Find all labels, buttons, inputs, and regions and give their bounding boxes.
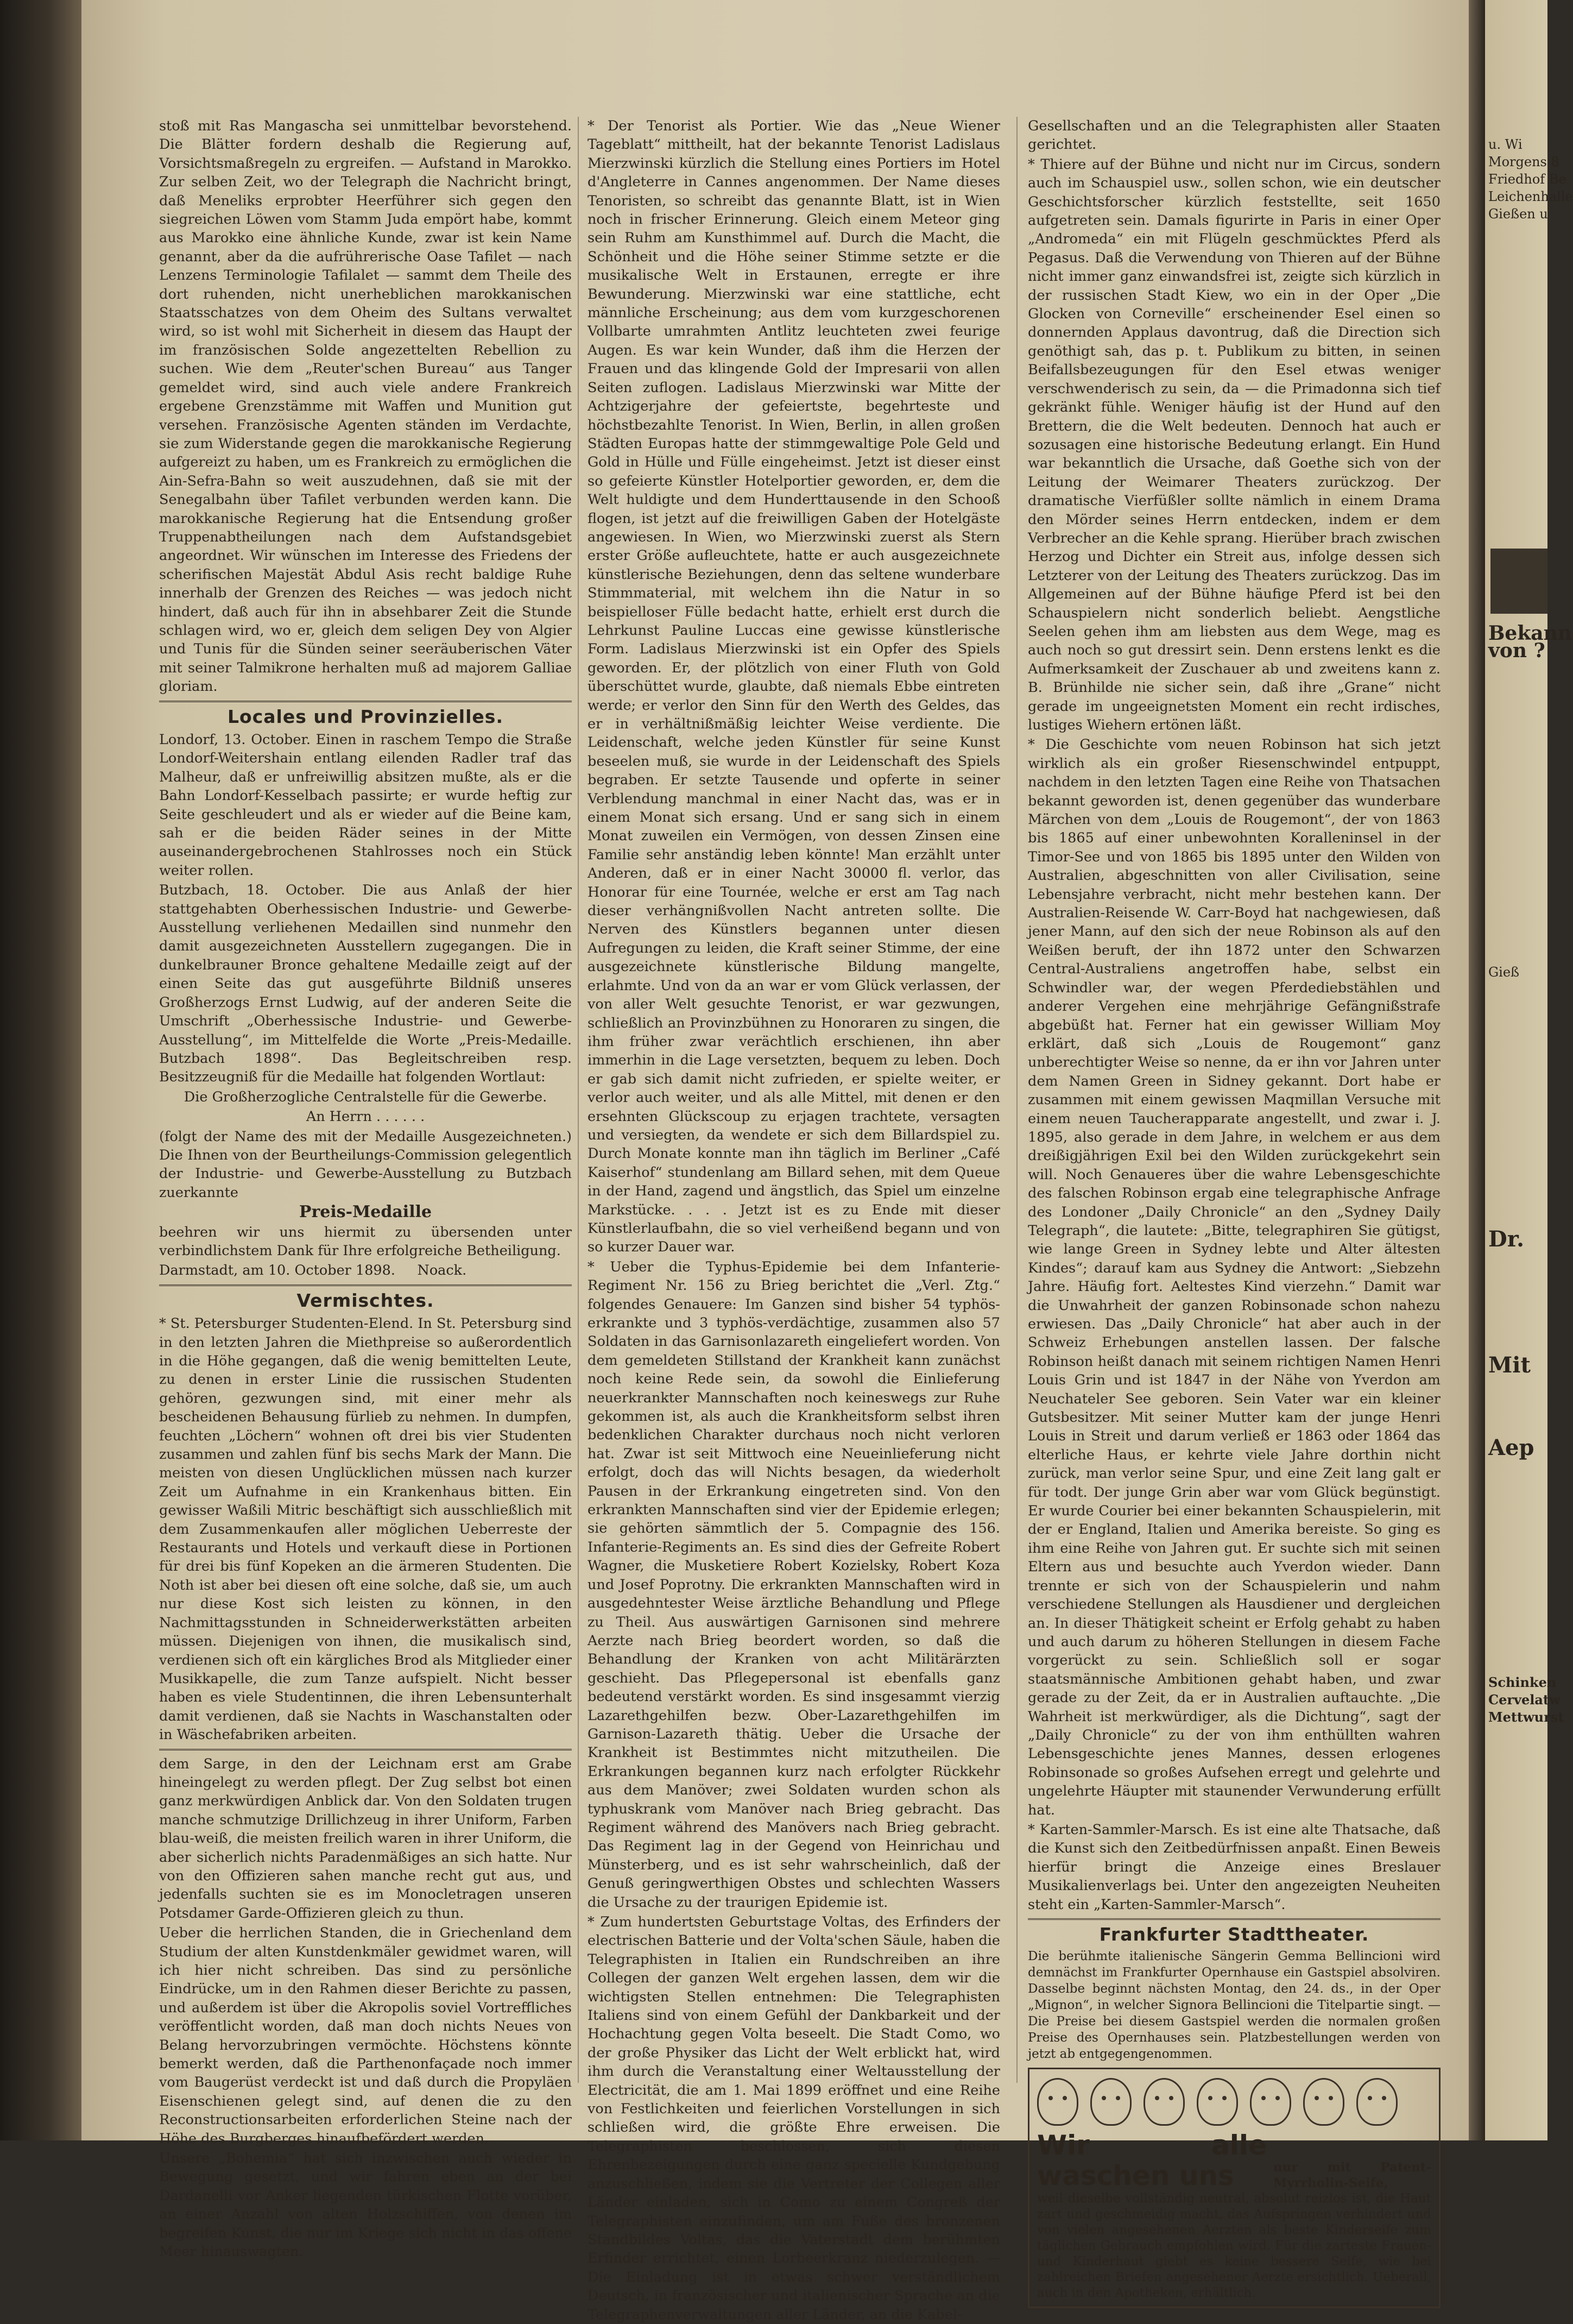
letter-text: (folgt der Name des mit der Medaille Ausgezeichneten.) Die Ihnen von der Beurtheilungs-Commission gelegentlich der Industrie- und Gewerbe-Ausstellung zu Butzbach zuerkannte [159, 1128, 572, 1201]
article-text: Unsere „Bohemia“ hat sich inzwischen auch wieder in Bewegung gesetzt, und wir fahren eben an der bei Dardanelli vor Anker liegenden türkischen Flotte vorüber, an einer Anzahl von alten Holzschiffen, von denen im begreifen Kunst, die nur im Kriege sich nicht in das offene Meer hinauswagten. [159, 2150, 572, 2260]
article-text: * Die Geschichte vom neuen Robinson hat sich jetzt wirklich als ein großer Riesenschwindel entpuppt, nachdem in den letzten Tagen eine Reihe von Thatsachen bekannt geworden ist, denen gegenüber das wunderbare Märchen von dem „Louis de Rougemont“, der von 1863 bis 1865 auf einer unbewohnten Koralleninsel in der Timor-See und von 1865 bis 1895 unter den Wilden von Australien, abgeschnitten von aller Civilisation, seine Lebensjahre verbracht, nicht mehr bestehen kann. Der Australien-Reisende W. Carr-Boyd hat nachgewiesen, daß jener Mann, auf den sich der neue Robinson als auf den Weißen beruft, der ihn 1872 unter den Schwarzen Central-Australiens angetroffen habe, selbst ein Schwindler war, der wegen Pferdediebstählen und anderer Vergehen eine mehrjährige Gefängnißstrafe abgebüßt hat. Ferner hat ein gewisser William Moy erklärt, daß sich „Louis de Rougemont“ ganz unberechtigter Weise so nenne, da er ihn vor Jahren unter dem Namen Green in Sidney gekannt. Dort habe er zusammen mit einem gewissen Maqmillan Versuche mit einem neuen Taucherapparate angestellt, und zwar i. J. 1895, also gerade in dem Jahre, in welchem er aus dem dreißigjährigen Exil bei den Wilden zurückgekehrt sein will. Noch Genaueres über die wahre Lebensgeschichte des falschen Robinson ergab eine telegraphische Anfrage des Londoner „Daily Chronicle“ an den „Sydney Daily Telegraph“, die lautete: „Bitte, telegraphiren Sie gütigst, wie lange Green in Sydney lebte und Alter ältesten Kindes“; darauf kam aus Sydney die Antwort: „Siebzehn Jahre. Häufig fort. Aeltestes Kind vierzehn.“ Damit war die Unwahrheit der ganzen Robinsonade schon nahezu erwiesen. Das „Daily Chronicle“ hat aber auch in der Schweiz Erhebungen anstellen lassen. Der falsche Robinson heißt danach mit seinem richtigen Namen Henri Louis Grin und ist 1847 in der Nähe von Yverdon am Neuchateler See geboren. Sein Vater war ein kleiner Gutsbesitzer. Mit seiner Mutter kam der junge Henri Louis in Streit und darum verließ er 1863 oder 1864 das elterliche Haus, er kehrte viele Jahre dorthin nicht zurück, man verlor seine Spur, und eine Zeit lang galt er für todt. Der junge Grin aber war vom Glück begünstigt. Er wurde Courier bei einer bekannten Schauspielerin, mit der er England, Italien und Amerika bereiste. So ging es ihm eine Reihe von Jahren gut. Er suchte sich mit seinen Eltern aus und besuchte auch Yverdon wieder. Dann trennte er sich von der Schauspielerin und nahm verschiedene Stellungen als Hausdiener und dergleichen an. In dieser Thätigkeit scheint er Erfolg gehabt zu haben und auch darum zu höheren Stellungen in diesem Fache vorgerückt zu sein. Schließlich soll er sogar staatsmännische Ambitionen gehabt haben, und zwar gerade zu der Zeit, da er in Australien auftauchte. „Die Wahrheit ist merkwürdiger, als die Dichtung“, sagt der „Daily Chronicle“ zu der von ihm enthüllten wahren Lebensgeschichte jenes Mannes, dessen erlogenes Robinsonade so großes Aufsehen erregt und gelehrte und ungelehrte Häupter mit staunender Verwunderung erfüllt hat. [1028, 736, 1441, 1818]
child-face-icon [1197, 2078, 1238, 2126]
child-face-icon [1356, 2078, 1398, 2126]
letter-text: An Herrn . . . . . . [306, 1109, 425, 1125]
child-face-icon [1303, 2078, 1344, 2126]
child-face-icon [1090, 2078, 1132, 2126]
book-gutter [1469, 0, 1485, 2140]
section-heading: Vermischtes. [296, 1289, 434, 1311]
column-3 [1028, 117, 1441, 2301]
fragment-text: Gießen u [1488, 206, 1548, 222]
fragment-text: Leichenhalle [1488, 189, 1573, 204]
child-face-icon [1250, 2078, 1291, 2126]
article-text: * Der Tenorist als Portier. Wie das „Neue Wiener Tageblatt“ mittheilt, hat der bekannte Tenorist Ladislaus Mierzwinski kürzlich die Stellung eines Portiers im Hotel d'Angleterre in Cannes angenommen. Der Name dieses Tenoristen, so schreibt das genannte Blatt, ist in Wien noch in frischer Erinnerung. Gleich einem Meteor ging sein Ruhm am Kunsthimmel auf. Durch die Macht, die Schönheit und die Höhe seiner Stimme setzte er die musikalische Welt in Erstaunen, erregte er ihre Bewunderung. Mierzwinski war eine stattliche, echt männliche Erscheinung; aus dem vom kurzgeschorenen Vollbarte umrahmten Antlitz leuchteten zwei feurige Augen. Es war kein Wunder, daß ihm die Herzen der Frauen und das klingende Gold der Impresarii von allen Seiten zuflogen. Ladislaus Mierzwinski war Mitte der Achtzigerjahre der gefeiertste, begehrteste und höchstbezahlte Tenorist. In Wien, Berlin, in allen großen Städten Europas hatte der stimmgewaltige Pole Geld und Gold in Hülle und Fülle eingeheimst. Jetzt ist dieser einst so gefeierte Künstler Hotelportier geworden, er, dem die Welt huldigte und dem Hunderttausende in den Schooß flogen, ist jetzt auf die freiwilligen Gaben der Hotelgäste angewiesen. In Wien, wo Mierzwinski zuerst als Stern erster Größe aufleuchtete, hatte er auch ausgezeichnete künstlerische Beziehungen, denn das seltene wunderbare Stimmmaterial, mit welchem ihn die Natur in so beispielloser Fülle bedacht hatte, erhielt erst durch die Lehrkunst Pauline Luccas eine gewisse künstlerische Form. Ladislaus Mierzwinski ist ein Opfer des Spiels geworden. Er, der plötzlich von einer Fluth von Gold überschüttet wurde, glaubte, daß niemals Ebbe eintreten werde; er verlor den Sinn für den Werth des Geldes, das er in verhältnißmäßig leichter Weise verdiente. Die Leidenschaft, welche jeden Künstler für seine Kunst beseelen muß, sie wurde in der Leidenschaft des Spiels begraben. Er setzte Tausende und opferte in seiner Verblendung manchmal in einer Nacht das, was er in einem Monat sich ersang. Und er sang sich in einem Monat zuweilen ein Vermögen, von dessen Zinsen eine Familie sehr anständig leben könnte! Man erzählt unter Anderen, daß er in einer Nacht 30000 fl. verlor, das Honorar für eine Tournée, welche er erst am Tag nach dieser verhängnißvollen Nacht antreten sollte. Die Nerven des Künstlers begannen unter diesen Aufregungen zu leiden, die Kraft seiner Stimme, der eine ausgezeichnete künstlerische Bildung mangelte, erlahmte. Und von da an war er vom Glück verlassen, der von aller Welt gesuchte Tenorist, er war gezwungen, schließlich an Provinzbühnen zu Honoraren zu singen, die ihm früher zwar verächtlich erschienen, ihn aber immerhin in die Lage versetzten, bequem zu leben. Doch er gab sich damit nicht zufrieden, er spielte weiter, er verlor auch weiter, und als alle Mittel, mit denen er den ersehnten Glückscoup zu erjagen trachtete, versagten und versiegten, da wendete er sich dem Billardspiel zu. Durch Monate konnte man ihn täglich im Berliner „Café Kaiserhof“ stundenlang am Billard sehen, mit dem Queue in der Hand, zagend und ängstlich, das Spiel um einzelne Markstücke. . . . Jetzt ist es zu Ende mit dieser Künstlerlaufbahn, die so viel verheißend begann und von so kurzer Dauer war. [587, 118, 1000, 1256]
theater-heading: Frankfurter Stadttheater. [1099, 1924, 1369, 1945]
article-text: * Karten-Sammler-Marsch. Es ist eine alte Thatsache, daß die Kunst sich den Zeitbedürfnissen anpaßt. Einen Beweis hierfür bringt die Anzeige eines Breslauer Musikalienverlags bei. Unter den angezeigten Neuheiten steht ein „Karten-Sammler-Marsch“. [1028, 1821, 1441, 1913]
column-2 [587, 117, 1000, 2323]
ad-headline: Wir alle waschen uns [1037, 2130, 1267, 2192]
section-divider [159, 1284, 572, 1286]
article-text: * Zum hundertsten Geburtstage Voltas, des Erfinders der electrischen Batterie und der Volta'schen Säule, haben die Telegraphisten in Italien ein Rundschreiben an ihre Collegen der ganzen Welt ergehen lassen, dem wir die wichtigsten Stellen entnehmen: Die Telegraphisten Italiens sind von einem Gefühl der Dankbarkeit und der Hochachtung gegen Volta beseelt. Die Stadt Como, wo der große Physiker das Licht der Welt erblickt hat, wird ihm durch die Veranstaltung einer Weltausstellung der Electricität, die am 1. Mai 1899 eröffnet und eine Reihe von Festlichkeiten und feierlichen Vorstellungen in sich schließen wird, die größte Ehre erweisen. Die Telegraphisten beschlossen, sich diesen Ehrenbezeigungen durch eine ganz specielle Kundgebung anzuschließen, indem sie die Vertreter der Collegen aller Länder einladen, sich in Como zu einem Congreß der Telegraphisten einzufinden, um am Fuße des bronzenen Standbildes Voltas, das die Vaterstadt dem berühmten Erfinder errichtet, einen Lorbeerkranz niederzulegen. — Die Einladung ist in etwas schwer verständlichem Deutsch, in französischer und italienischer Sprache an die Telegraphenverwaltungen aller Länder, an die Kabel- [587, 1914, 1000, 2323]
fragment-heading: Aep [1488, 1435, 1534, 1460]
column-rule [578, 117, 579, 2083]
fragment-text: u. Wi [1488, 137, 1523, 152]
fragment-text: Friedhof Be [1488, 172, 1566, 187]
article-text: dem Sarge, in den der Leichnam erst am Grabe hineingelegt zu werden pflegt. Der Zug selbst bot einen ganz merkwürdigen Anblick dar. Von den Soldaten trugen manche schmutzige Drillichzeug in ihrer Uniform, Farben blau-weiß, die meisten freilich waren in ihrer Uniform, die aber sicherlich nichts Paradenmäßiges an sich hatte. Nur von den Offizieren sahen manche recht gut aus, und jedenfalls suchten sie es im Monocletragen unseren Potsdamer Garde-Offizieren gleich zu thun. [159, 1755, 572, 1922]
fragment-heading: Bekann [1488, 622, 1572, 645]
section-divider [1028, 1918, 1441, 1920]
child-face-icon [1037, 2078, 1078, 2126]
article-text: * Thiere auf der Bühne und nicht nur im Circus, sondern auch im Schauspiel usw., sollen schon, wie ein deutscher Geschichtsforscher kürzlich feststellte, seit 1650 aufgetreten sein. Damals figurirte in Paris in einer Oper „Andromeda“ ein mit Flügeln geschmücktes Pferd als Pegasus. Daß die Verwendung von Thieren auf der Bühne nicht immer ganz einwandsfrei ist, zeigte sich kürzlich in der russischen Stadt Kiew, wo ein in der Oper „Die Glocken von Corneville“ erscheinender Esel einen so donnernden Applaus davontrug, daß die Direction sich genöthigt sah, das p. t. Publikum zu bitten, in seinen Beifallsbezeugungen für den Esel etwas weniger verschwenderisch zu sein, da — die Primadonna sich tief gekränkt fühle. Weniger häufig ist der Hund auf den Brettern, die die Welt bedeuten. Dennoch hat auch er sozusagen eine historische Bedeutung erlangt. Ein Hund war bekanntlich die Ursache, daß Goethe sich von der Leitung der Weimarer Theaters zurückzog. Der dramatische Vierfüßler sollte nämlich in einem Drama den Mörder seines Herrn entdecken, indem er dem Verbrecher an die Kehle sprang. Hierüber brach zwischen Herzog und Dichter ein Streit aus, infolge dessen sich Letzterer von der Leitung des Theaters zurückzog. Das im Allgemeinen auf der Bühne häufige Pferd ist bei den Schauspielern nicht sonderlich beliebt. Aengstliche Seelen gehen ihm am liebsten aus dem Wege, mag es auch noch so gut dressirt sein. Denn erstens lenkt es die Aufmerksamkeit der Zuschauer ab und zweitens kann z. B. Brünhilde nie sicher sein, daß ihre „Grane“ nicht gerade im ungeeignetsten Moment ein recht irdisches, lustiges Wiehern ertönen läßt. [1028, 156, 1441, 733]
next-page-edge [1485, 0, 1573, 2140]
fragment-heading: von ? [1488, 639, 1545, 662]
fragment-text: Schinken [1488, 1674, 1557, 1690]
fragment-heading: Mit [1488, 1352, 1531, 1378]
article-text: Butzbach, 18. October. Die aus Anlaß der hier stattgehabten Oberhessischen Industrie- und Gewerbe-Ausstellung verliehenen Medaillen sind nunmehr den damit ausgezeichneten Ausstellern zugegangen. Die in dunkelbrauner Bronce gehaltene Medaille zeigt auf der einen Seite das gut ausgeführte Bildniß unseres Großherzogs Ernst Ludwig, auf der anderen Seite die Umschrift „Oberhessische Industrie- und Gewerbe-Ausstellung“, im Mittelfelde die Worte „Preis-Medaille. Butzbach 1898“. Das Begleitschreiben resp. Besitzzeugniß für die Medaille hat folgenden Wortlaut: [159, 882, 572, 1086]
previous-page-edge [0, 0, 81, 2140]
fragment-text: Mettwurst [1488, 1709, 1564, 1725]
letter-text: Die Großherzogliche Centralstelle für die Gewerbe. [184, 1088, 547, 1105]
fragment-text: Morgens 8 [1488, 154, 1559, 169]
feuilleton-divider [159, 1749, 572, 1750]
letter-text: beehren wir uns hiermit zu übersenden unter verbindlichstem Dank für Ihre erfolgreiche Betheiligung. [159, 1224, 572, 1259]
theater-text: Die berühmte italienische Sängerin Gemma Bellincioni wird demnächst im Frankfurter Opernhause ein Gastspiel absolviren. Dasselbe beginnt nächsten Montag, den 24. ds., in der Oper „Mignon“, in welcher Signora Bellincioni die Titelpartie singt. — Die Preise bei diesem Gastspiel werden die normalen großen Preise des Opernhauses sein. Platzbestellungen werden von jetzt ab entgegengenommen. [1028, 1949, 1441, 2062]
article-text: stoß mit Ras Mangascha sei unmittelbar bevorstehend. Die Blätter fordern deshalb die Regierung auf, Vorsichtsmaßregeln zu ergreifen. — Aufstand in Marokko. Zur selben Zeit, wo der Telegraph die Nachricht bringt, daß Meneliks erprobter Heerführer sich gegen den siegreichen Löwen vom Stamm Juda empört habe, kommt aus Marokko eine ähnliche Kunde, zwar ist kein Name genannt, aber da die aufrührerische Oase Tafilet — nach Lenzens Terminologie Tafilalet — sammt dem Theile des dort ruhenden, nicht unerheblichen marokkanischen Staatsschatzes von dem Oheim des Sultans verwaltet wird, so ist wohl mit Sicherheit in diesem das Haupt der im französischen Solde angezettelten Rebellion zu suchen. Wie dem „Reuter'schen Bureau“ aus Tanger gemeldet wird, sind auch viele andere Frankreich ergebene Grenzstämme mit Waffen und Munition gut versehen. Französische Agenten ständen im Verdachte, sie zum Widerstande gegen die marokkanische Regierung aufgereizt zu haben, um es Frankreich zu ermöglichen die Ain-Sefra-Bahn so weit auszudehnen, daß sie mit der Senegalbahn über Tafilet verbunden werden kann. Die marokkanische Regierung hat die Entsendung großer Truppenabtheilungen nach dem Aufstandsgebiet angeordnet. Wir wünschen im Interesse des Friedens der scherifischen Majestät Abdul Asis recht baldige Ruhe innerhalb der Grenzen des Reiches — was jedoch nicht hindert, daß auch für ihn in absehbarer Zeit die Stunde schlagen wird, wo er, gleich dem seligen Dey von Algier und Tunis für die Sünden seiner seeräuberischen Väter mit seiner Talmikrone herhalten muß ad majorem Galliae gloriam. [159, 118, 572, 695]
letter-signature: Darmstadt, am 10. October 1898. Noack. [159, 1262, 467, 1279]
fragment-text: Gieß [1488, 965, 1520, 980]
article-text: Gesellschaften und an die Telegraphisten aller Staaten gerichtet. [1028, 118, 1441, 153]
ad-body: weil dieselbe vollständig neutral, absolut reizlos ist, die Haut zart und geschmeidig macht, das Aufspringen verhindert und von vielen angesehenen Aerzten als beste Kinderseife zum täglichen Gebrauch empfohlen wird. Für die zarteste Frauen- und Kinderhaut giebt es keine bessere Seife, wie bei zahlreichen Briefen angesehener Aerzte ersichtlich. Ueberall, auch in den Apotheken, erhältlich. [1037, 2191, 1431, 2301]
article-text: * Ueber die Typhus-Epidemie bei dem Infanterie-Regiment Nr. 156 zu Brieg berichtet die „Verl. Ztg.“ folgendes Genauere: Im Ganzen sind bisher 54 typhös-erkrankte und 3 typhös-verdächtige, zusammen also 57 Soldaten in das Garnisonlazareth eingeliefert worden. Von dem gemeldeten Stillstand der Krankheit kann zunächst noch keine Rede sein, da sowohl die Einlieferung neuerkrankter Mannschaften noch keineswegs zur Ruhe gekommen ist, als auch die Krankheitsform selbst ihren bedenklichen Charakter durchaus noch nicht verloren hat. Zwar ist seit Mittwoch eine Neueinlieferung nicht erfolgt, doch das will Nichts besagen, da wiederholt Pausen in der Erkrankung eingetreten sind. Von den erkrankten Mannschaften sind vier der Epidemie erlegen; sie gehörten sämmtlich der 5. Compagnie des 156. Infanterie-Regiments an. Es sind dies der Gefreite Robert Wagner, die Musketiere Robert Kozielsky, Robert Koza und Josef Poprotny. Die erkrankten Mannschaften wird in ausgedehntester Weise ärztliche Behandlung und Pflege zu Theil. Aus auswärtigen Garnisonen sind mehrere Aerzte nach Brieg beordert worden, so daß die Behandlung der Kranken von acht Militärärzten geschieht. Das Pflegepersonal ist ebenfalls ganz bedeutend verstärkt worden. Es sind insgesammt vierzig Lazarethgehilfen bezw. Ober-Lazarethgehilfen im Garnison-Lazareth thätig. Ueber die Ursache der Krankheit ist Bestimmtes nicht mitzutheilen. Die Erkrankungen begannen kurz nach erfolgter Rückkehr aus dem Manöver; zwei Soldaten wurden schon als typhuskrank vom Manöver nach Brieg gebracht. Das Regiment während des Manövers nach Brieg gebracht. Das Regiment lag in der Gegend von Heinrichau und Münsterberg, und es ist sehr wahrscheinlich, daß der Genuß geringwerthigen Obstes und schlechten Wassers die Ursache zu der traurigen Epidemie ist. [587, 1258, 1000, 1911]
fragment-text: Cervelatw [1488, 1692, 1561, 1708]
ad-subline: nur mit Patent-Myrrholin-Seife, [1273, 2160, 1431, 2191]
column-1 [159, 117, 572, 2260]
column-rule [1016, 117, 1018, 2083]
ad-illustration [1037, 2078, 1431, 2127]
child-face-icon [1144, 2078, 1185, 2126]
fragment-dark-block [1490, 549, 1547, 614]
fragment-heading: Dr. [1488, 1226, 1525, 1252]
article-text: Ueber die herrlichen Standen, die in Griechenland dem Studium der alten Kunstdenkmäler gewidmet waren, will ich hier nicht schreiben. Das sind zu persönliche Eindrücke, um in den Rahmen dieser Berichte zu passen, und außerdem ist über die Akropolis soviel Vortreffliches veröffentlicht worden, daß man doch nichts Neues von Belang hervorzubringen vermöchte. Höchstens könnte bemerkt werden, daß die Parthenonfaçade noch immer vom Baugerüst verdeckt ist und daß durch die Propyläen Eisenschienen gelegt sind, auf denen die zu den Reconstructionsarbeiten erforderlichen Steine nach der Höhe des Burgberges hinaufbefördert werden. [159, 1925, 572, 2147]
section-divider [159, 701, 572, 702]
soap-advertisement [1028, 2068, 1441, 2308]
article-text: * St. Petersburger Studenten-Elend. In St. Petersburg sind in den letzten Jahren die Miethpreise so außerordentlich in die Höhe gegangen, daß die wenig bemittelten Leute, zu denen in erster Linie die russischen Studenten gehören, gezwungen sind, mit einer mehr als bescheidenen Behausung fürlieb zu nehmen. In dumpfen, feuchten „Löchern“ wohnen oft drei bis vier Studenten zusammen und zahlen fünf bis sechs Mark der Mann. Die meisten von diesen Unglücklichen müssen nach kurzer Zeit um Aufnahme in ein Krankenhaus bitten. Ein gewisser Waßili Mitric beschäftigt sich ausschließlich mit dem Zusammenkaufen aller möglichen Ueberreste der Restaurants und Hotels und verkauft diese in Portionen für drei bis fünf Kopeken an die ärmeren Studenten. Die Noth ist aber bei diesen oft eine solche, daß sie, um auch nur diese Kost sich leisten zu können, in den Nachmittagsstunden in Schneiderwerkstätten arbeiten müssen. Diejenigen von ihnen, die musikalisch sind, verdienen sich oft ein kärgliches Brod als Mitglieder einer Musikkapelle, die zum Tanze aufspielt. Nicht besser haben es viele Studentinnen, die ihren Lebensunterhalt damit verdienen, daß sie Nachts in Waschanstalten oder in Wäschefabriken arbeiten. [159, 1315, 572, 1743]
medal-title: Preis-Medaille [299, 1202, 432, 1222]
article-text: Londorf, 13. October. Einen in raschem Tempo die Straße Londorf-Weitershain entlang eilenden Radler traf das Malheur, daß er unfreiwillig absitzen mußte, als er die Bahn Londorf-Kesselbach passirte; er wurde heftig zur Seite geschleudert und als er wieder auf die Beine kam, sah er die beiden Räder seines in der Mitte auseinandergebrochenen Stahlrosses noch ein Stück weiter rollen. [159, 732, 572, 879]
section-heading: Locales und Provinzielles. [228, 706, 503, 727]
